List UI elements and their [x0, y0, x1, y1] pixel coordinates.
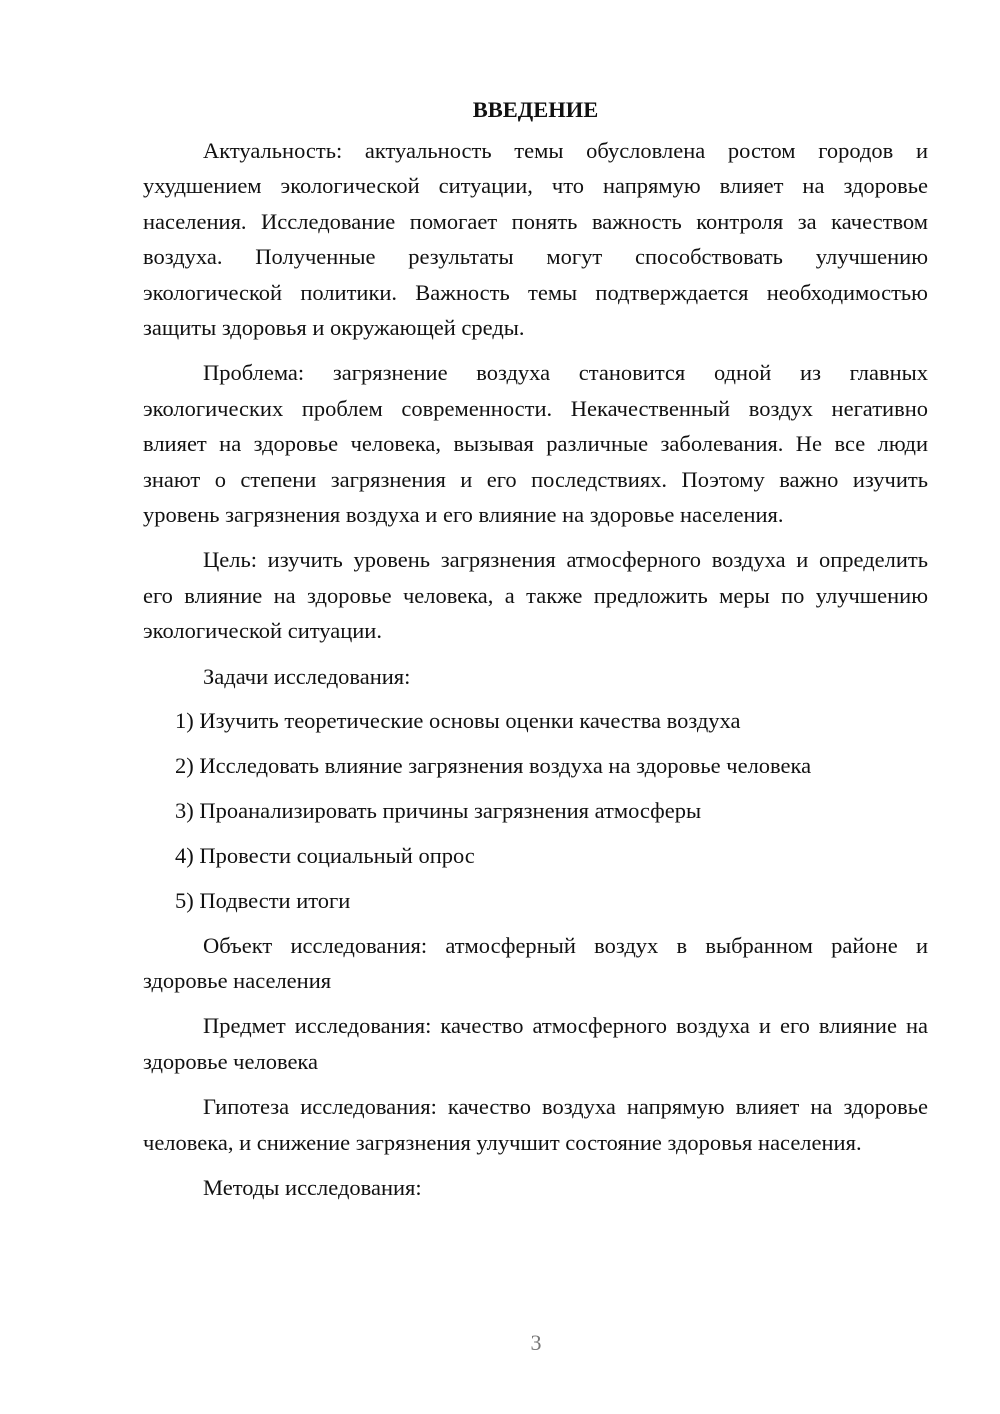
methods-label: Методы исследования: — [203, 1175, 422, 1201]
paragraph-subject: Предмет исследования: качество атмосферного воздуха и его влияние на здоровье человека — [143, 1013, 928, 1074]
list-item: 2) Исследовать влияние загрязнения воздуха на здоровье человека — [175, 753, 812, 778]
section-title: ВВЕДЕНИЕ — [472, 97, 599, 122]
list-item: 4) Провести социальный опрос — [175, 842, 475, 868]
page-number: 3 — [530, 1330, 542, 1355]
paragraph-goal: Цель: изучить уровень загрязнения атмосферного воздуха и определить его влияние на здоровье человека, а также предложить меры по улучшению экологической ситуации. — [143, 547, 928, 644]
paragraph-hypothesis: Гипотеза исследования: качество воздуха напрямую влияет на здоровье человека, и снижение загрязнения улучшит состояние здоровья населения. — [143, 1094, 928, 1155]
paragraph-object: Объект исследования: атмосферный воздух в выбранном районе и здоровье населения — [143, 932, 928, 994]
list-item: 3) Проанализировать причины загрязнения атмосферы — [175, 797, 702, 823]
tasks-list — [143, 703, 928, 918]
list-item: 5) Подвести итоги — [175, 887, 351, 913]
paragraph-problem: Проблема: загрязнение воздуха становится одной из главных экологических проблем современности. Некачественный воздух негативно влияет на здоровье человека, вызывая различные заболевания. Не все люди знают о степени загрязнения и его последствиях. Поэтому важно изучить уровень загрязнения воздуха и его влияние на здоровье населения. — [143, 360, 928, 528]
document-page — [143, 92, 928, 1214]
list-item: 1) Изучить теоретические основы оценки качества воздуха — [175, 708, 741, 734]
paragraph-relevance: Актуальность: актуальность темы обусловлена ростом городов и ухудшением экологической ситуации, что напрямую влияет на здоровье населения. Исследование помогает понять важность контроля за качеством воздуха. Полученные результаты могут способствовать улучшению экологической политики. Важность темы подтверждается необходимостью защиты здоровья и окружающей среды. — [143, 138, 928, 341]
tasks-label: Задачи исследования: — [203, 663, 411, 689]
